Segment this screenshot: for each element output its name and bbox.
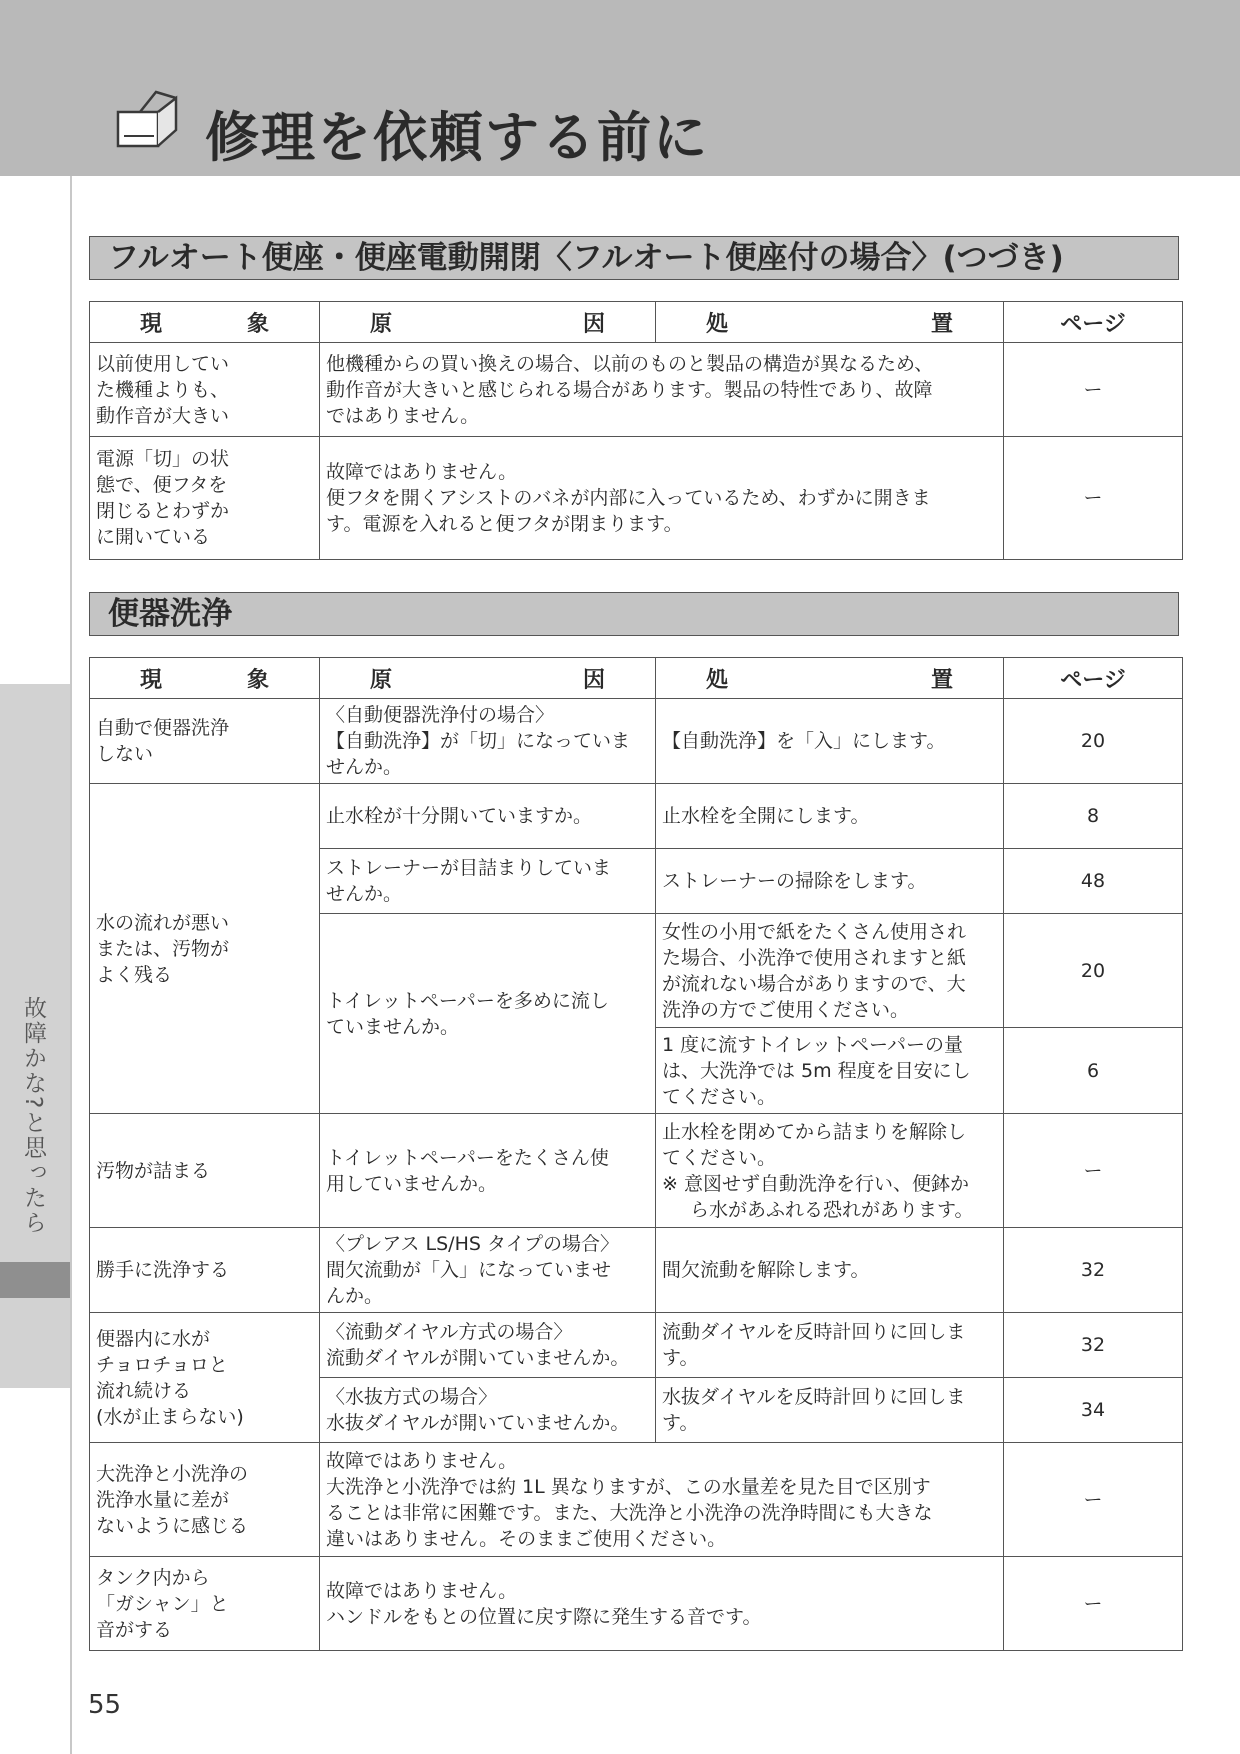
table-row (90, 1114, 1183, 1228)
page-ref: 8 (1004, 784, 1183, 849)
table-row (90, 1313, 1183, 1378)
remedy-cell: 水抜ダイヤルを反時計回りに回しま す。 (656, 1378, 1004, 1443)
page-ref: ー (1004, 437, 1183, 560)
troubleshoot-table-seat (89, 301, 1183, 560)
column-header-page: ページ (1004, 658, 1183, 699)
page-ref: 20 (1004, 699, 1183, 784)
remedy-cell: 止水栓を全開にします。 (656, 784, 1004, 849)
column-header-page: ページ (1004, 302, 1183, 343)
remedy-cell: 止水栓を閉めてから詰まりを解除し てください。 ※ 意図せず自動洗浄を行い、便鉢か ら水があふれる恐れがあります。 (656, 1114, 1004, 1228)
page-ref: 48 (1004, 849, 1183, 914)
cause-cell: 止水栓が十分開いていますか。 (320, 784, 656, 849)
symptom-cell: 汚物が詰まる (90, 1114, 320, 1228)
cause-cell: 〈プレアス LS/HS タイプの場合〉 間欠流動が「入」になっていませ んか。 (320, 1228, 656, 1313)
cause-cell: 故障ではありません。 便フタを開くアシストのバネが内部に入っているため、わずかに開きま す。電源を入れると便フタが閉まります。 (320, 437, 1004, 560)
table-row (90, 437, 1183, 560)
remedy-cell: 女性の小用で紙をたくさん使用され た場合、小洗浄で使用されますと紙 が流れない場合がありますので、大 洗浄の方でご使用ください。 (656, 914, 1004, 1028)
table-row (90, 784, 1183, 849)
remedy-cell: 1 度に流すトイレットペーパーの量 は、大洗浄では 5m 程度を目安にし てください。 (656, 1028, 1004, 1114)
table-row (90, 1557, 1183, 1651)
cause-cell: 〈自動便器洗浄付の場合〉 【自動洗浄】が「切」になっていま せんか。 (320, 699, 656, 784)
cause-cell: ストレーナーが目詰まりしていま せんか。 (320, 849, 656, 914)
table-row (90, 1443, 1183, 1557)
symptom-cell: 便器内に水が チョロチョロと 流れ続ける (水が止まらない) (90, 1313, 320, 1443)
symptom-cell: 電源「切」の状 態で、便フタを 閉じるとわずか に開いている (90, 437, 320, 560)
side-index-marker (0, 1262, 70, 1298)
page-ref: 32 (1004, 1228, 1183, 1313)
table-row (90, 1228, 1183, 1313)
symptom-cell: 自動で便器洗浄 しない (90, 699, 320, 784)
column-header-remedy: 処 置 (656, 658, 1004, 699)
cause-cell: 他機種からの買い換えの場合、以前のものと製品の構造が異なるため、 動作音が大きいと感じられる場合があります。製品の特性であり、故障 ではありません。 (320, 343, 1004, 437)
troubleshoot-table-flush (89, 657, 1183, 1651)
page-ref: ー (1004, 1557, 1183, 1651)
section-heading-full-auto-seat: フルオート便座・便座電動開閉〈フルオート便座付の場合〉(つづき) (89, 236, 1179, 280)
table-header-row (90, 658, 1183, 699)
cause-cell: 故障ではありません。 大洗浄と小洗浄では約 1L 異なりますが、この水量差を見た目で区別す ることは非常に困難です。また、大洗浄と小洗浄の洗浄時間にも大きな 違いはありません。そのままご使用ください。 (320, 1443, 1004, 1557)
symptom-cell: タンク内から 「ガシャン」と 音がする (90, 1557, 320, 1651)
remedy-cell: 【自動洗浄】を「入」にします。 (656, 699, 1004, 784)
page-title: 修理を依頼する前に (205, 106, 709, 169)
column-header-symptom: 現 象 (90, 658, 320, 699)
page-ref: 32 (1004, 1313, 1183, 1378)
cause-cell: 故障ではありません。 ハンドルをもとの位置に戻す際に発生する音です。 (320, 1557, 1004, 1651)
section-heading-bowl-flush: 便器洗浄 (89, 592, 1179, 636)
page-ref: ー (1004, 343, 1183, 437)
remedy-cell: ストレーナーの掃除をします。 (656, 849, 1004, 914)
page-ref: 34 (1004, 1378, 1183, 1443)
toilet-seat-icon (110, 86, 182, 152)
symptom-cell: 水の流れが悪い または、汚物が よく残る (90, 784, 320, 1114)
caution-note: ※ 意図せず自動洗浄を行い、便鉢か (662, 1172, 969, 1195)
cause-cell: トイレットペーパーをたくさん使 用していませんか。 (320, 1114, 656, 1228)
left-margin-rule (70, 176, 72, 1754)
symptom-cell: 勝手に洗浄する (90, 1228, 320, 1313)
side-index-label: 故障かな?と思ったら (20, 996, 46, 1236)
remedy-cell: 間欠流動を解除します。 (656, 1228, 1004, 1313)
cause-cell: トイレットペーパーを多めに流し ていませんか。 (320, 914, 656, 1114)
column-header-cause: 原 因 (320, 302, 656, 343)
table-row (90, 699, 1183, 784)
table-header-row (90, 302, 1183, 343)
column-header-remedy: 処 置 (656, 302, 1004, 343)
column-header-symptom: 現 象 (90, 302, 320, 343)
cause-cell: 〈流動ダイヤル方式の場合〉 流動ダイヤルが開いていませんか。 (320, 1313, 656, 1378)
symptom-cell: 以前使用してい た機種よりも、 動作音が大きい (90, 343, 320, 437)
symptom-cell: 大洗浄と小洗浄の 洗浄水量に差が ないように感じる (90, 1443, 320, 1557)
cause-cell: 〈水抜方式の場合〉 水抜ダイヤルが開いていませんか。 (320, 1378, 656, 1443)
remedy-cell: 流動ダイヤルを反時計回りに回しま す。 (656, 1313, 1004, 1378)
page-ref: ー (1004, 1443, 1183, 1557)
page-number: 55 (88, 1690, 122, 1720)
column-header-cause: 原 因 (320, 658, 656, 699)
page-ref: 20 (1004, 914, 1183, 1028)
page-ref: ー (1004, 1114, 1183, 1228)
page-ref: 6 (1004, 1028, 1183, 1114)
table-row (90, 343, 1183, 437)
